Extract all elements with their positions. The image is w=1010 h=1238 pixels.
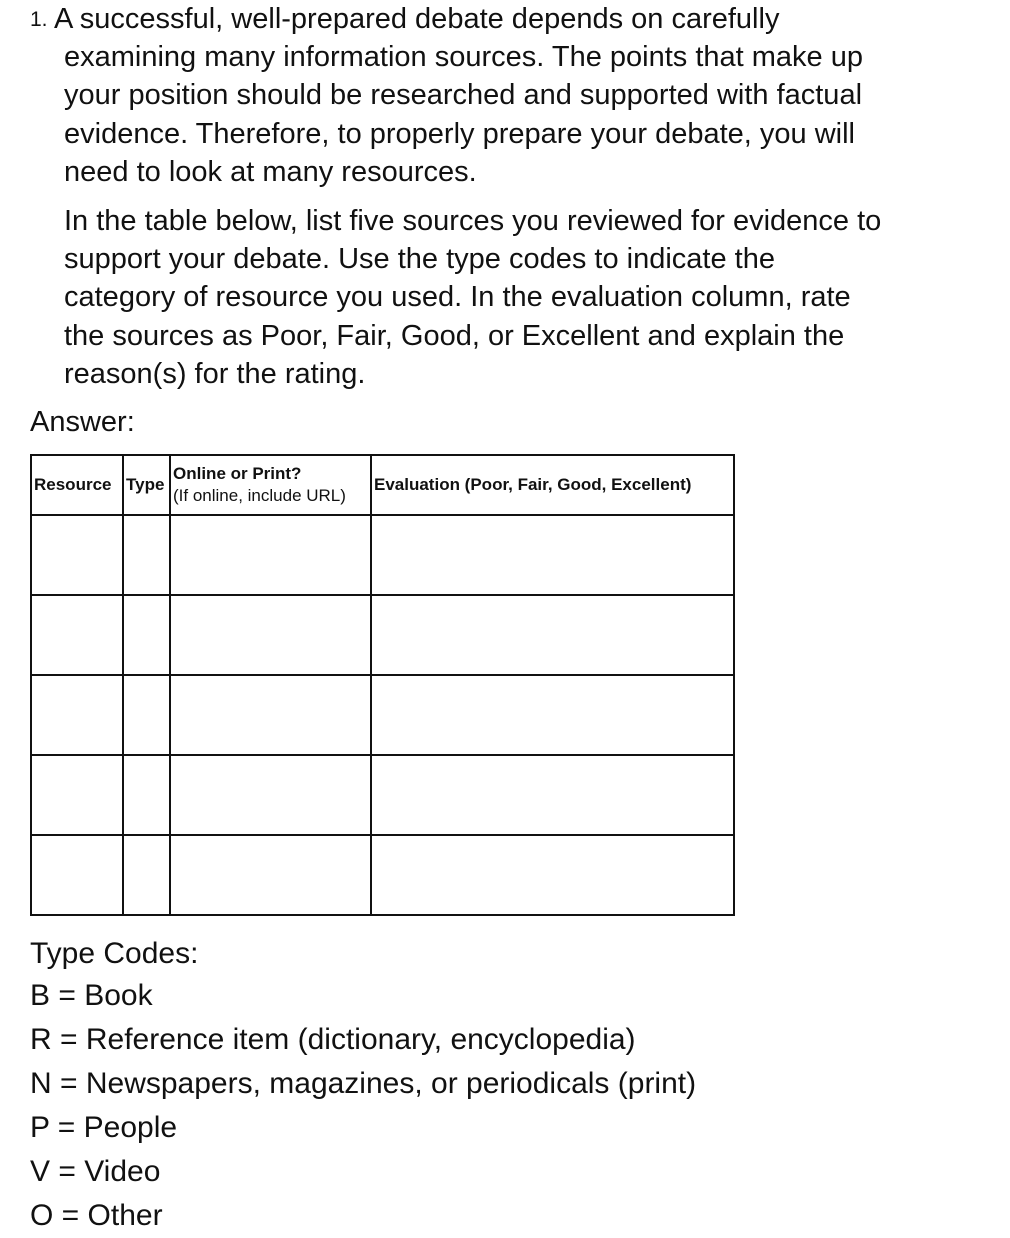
cell-resource[interactable]: [31, 595, 123, 675]
cell-online[interactable]: [170, 835, 371, 915]
type-code-item: R = Reference item (dictionary, encyclopedia): [30, 1023, 636, 1056]
type-code-item: N = Newspapers, magazines, or periodicals (print): [30, 1067, 697, 1100]
answer-label: Answer:: [30, 406, 135, 438]
paragraph-line: reason(s) for the rating.: [64, 357, 366, 390]
header-online-or-print: [170, 455, 371, 515]
cell-type[interactable]: [123, 675, 170, 755]
cell-resource[interactable]: [31, 755, 123, 835]
cell-online[interactable]: [170, 675, 371, 755]
cell-online[interactable]: [170, 755, 371, 835]
table-row: [31, 595, 734, 675]
cell-resource[interactable]: [31, 835, 123, 915]
paragraph-line: examining many information sources. The points that make up: [64, 41, 863, 74]
type-code-item: P = People: [30, 1111, 178, 1144]
question-paragraph-2: [64, 202, 999, 393]
type-codes-list: [30, 934, 696, 1238]
question-number: 1.: [30, 8, 48, 31]
sources-table: [30, 454, 735, 916]
paragraph-line: need to look at many resources.: [64, 155, 477, 188]
cell-type[interactable]: [123, 835, 170, 915]
cell-evaluation[interactable]: [371, 755, 734, 835]
paragraph-line: category of resource you used. In the evaluation column, rate: [64, 281, 851, 314]
paragraph-line: A successful, well-prepared debate depends on carefully: [54, 3, 780, 35]
cell-evaluation[interactable]: [371, 515, 734, 595]
cell-online[interactable]: [170, 595, 371, 675]
header-resource: Resource: [31, 455, 123, 515]
cell-evaluation[interactable]: [371, 835, 734, 915]
header-online-main: Online or Print?: [173, 464, 302, 483]
cell-resource[interactable]: [31, 675, 123, 755]
paragraph-line: the sources as Poor, Fair, Good, or Excellent and explain the: [64, 319, 845, 352]
paragraph-line: In the table below, list five sources you reviewed for evidence to: [64, 205, 882, 237]
type-code-item: O = Other: [30, 1199, 163, 1232]
cell-resource[interactable]: [31, 515, 123, 595]
question-paragraph-1: [54, 0, 989, 191]
table-header-row: [31, 455, 734, 515]
cell-type[interactable]: [123, 595, 170, 675]
paragraph-line: evidence. Therefore, to properly prepare your debate, you will: [64, 117, 855, 150]
cell-evaluation[interactable]: [371, 595, 734, 675]
cell-online[interactable]: [170, 515, 371, 595]
cell-evaluation[interactable]: [371, 675, 734, 755]
type-code-item: V = Video: [30, 1155, 161, 1188]
paragraph-line: your position should be researched and supported with factual: [64, 79, 863, 112]
type-codes-title: Type Codes:: [30, 937, 199, 970]
cell-type[interactable]: [123, 515, 170, 595]
table-row: [31, 515, 734, 595]
cell-type[interactable]: [123, 755, 170, 835]
type-code-item: B = Book: [30, 979, 153, 1012]
header-evaluation: Evaluation (Poor, Fair, Good, Excellent): [371, 455, 734, 515]
table-row: [31, 835, 734, 915]
table-row: [31, 675, 734, 755]
header-type: Type: [123, 455, 170, 515]
paragraph-line: support your debate. Use the type codes to indicate the: [64, 243, 775, 276]
header-online-sub: (If online, include URL): [173, 486, 346, 505]
table-row: [31, 755, 734, 835]
